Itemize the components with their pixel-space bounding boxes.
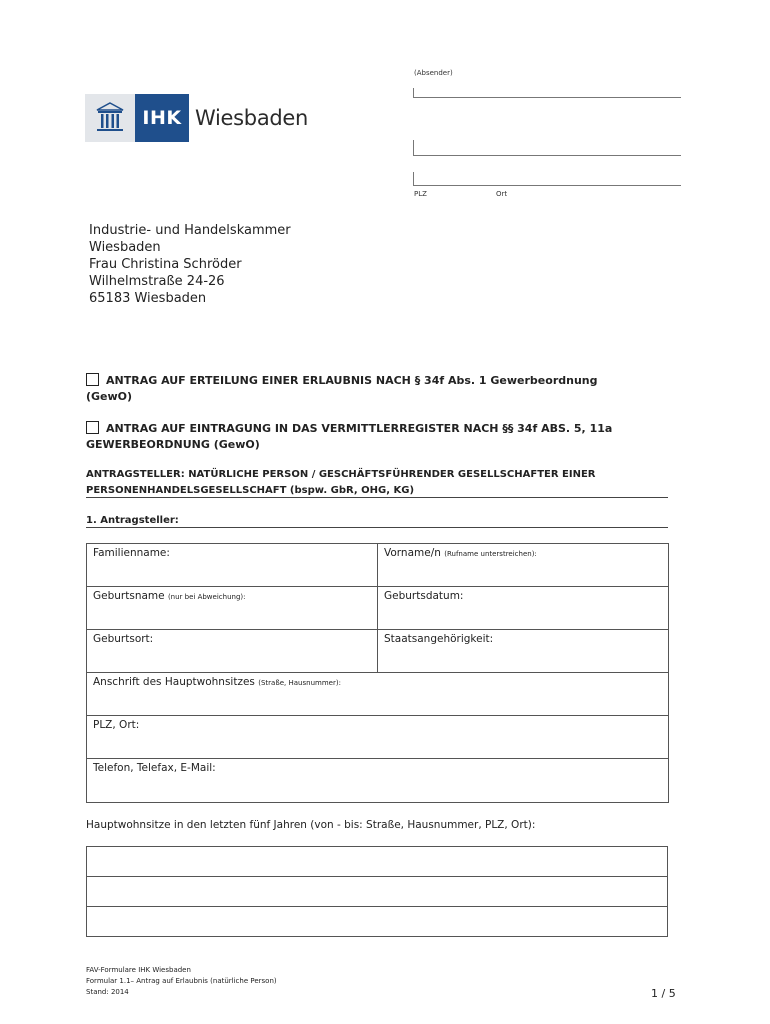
field-anschrift[interactable] bbox=[87, 673, 669, 716]
history-table bbox=[86, 846, 668, 937]
sender-line-1[interactable] bbox=[413, 97, 681, 98]
field-label: Familienname: bbox=[93, 547, 170, 559]
applicant-form-grid bbox=[86, 543, 669, 803]
field-hint: (Straße, Hausnummer): bbox=[258, 679, 341, 687]
application-option-register bbox=[86, 421, 612, 453]
footer bbox=[86, 965, 277, 998]
field-label: Staatsangehörigkeit: bbox=[384, 633, 494, 645]
field-plz-ort[interactable] bbox=[87, 716, 669, 759]
checkbox-erlaubnis[interactable] bbox=[86, 373, 99, 386]
sender-line-3[interactable] bbox=[413, 185, 681, 186]
sender-line-2[interactable] bbox=[413, 155, 681, 156]
history-row[interactable] bbox=[87, 847, 668, 877]
address-line: Frau Christina Schröder bbox=[89, 257, 242, 272]
ort-label: Ort bbox=[496, 190, 508, 198]
history-row[interactable] bbox=[87, 907, 668, 937]
logo-box bbox=[85, 94, 189, 142]
plz-label: PLZ bbox=[414, 190, 427, 198]
field-kontakt[interactable] bbox=[87, 759, 669, 803]
sender-line-3-tick bbox=[413, 172, 414, 186]
checkbox-register[interactable] bbox=[86, 421, 99, 434]
page-number: 1 / 5 bbox=[651, 987, 676, 1000]
divider bbox=[86, 527, 668, 528]
field-staatsangehoerigkeit[interactable] bbox=[378, 630, 669, 673]
field-familienname[interactable] bbox=[87, 544, 378, 587]
field-label: Geburtsdatum: bbox=[384, 590, 464, 602]
applicant-type-line: ANTRAGSTELLER: NATÜRLICHE PERSON / GESCHÄFTSFÜHRENDER GESELLSCHAFTER EINER bbox=[86, 469, 596, 480]
application-option-text: ANTRAG AUF EINTRAGUNG IN DAS VERMITTLERREGISTER NACH §§ 34f ABS. 5, 11a bbox=[106, 422, 613, 435]
footer-line: FAV-Formulare IHK Wiesbaden bbox=[86, 966, 191, 974]
field-label: Vorname/n bbox=[384, 547, 441, 559]
field-label: Telefon, Telefax, E-Mail: bbox=[93, 762, 216, 774]
history-row[interactable] bbox=[87, 877, 668, 907]
field-label: Anschrift des Hauptwohnsitzes bbox=[93, 676, 255, 688]
address-line: 65183 Wiesbaden bbox=[89, 291, 207, 306]
field-hint: (nur bei Abweichung): bbox=[167, 593, 246, 601]
field-hint: (Rufname unterstreichen): bbox=[444, 550, 537, 558]
sender-line-2-tick bbox=[413, 140, 414, 156]
application-option-text: GEWERBEORDNUNG (GewO) bbox=[86, 438, 260, 451]
field-label: PLZ, Ort: bbox=[93, 719, 140, 731]
address-line: Wiesbaden bbox=[89, 240, 161, 255]
application-option-text: ANTRAG AUF ERTEILUNG EINER ERLAUBNIS NACH § 34f Abs. 1 Gewerbeordnung bbox=[106, 374, 598, 387]
field-label: Geburtsname bbox=[93, 590, 165, 602]
footer-line: Formular 1.1– Antrag auf Erlaubnis (natürliche Person) bbox=[86, 977, 277, 985]
divider bbox=[86, 497, 668, 498]
logo-city-text: Wiesbaden bbox=[195, 106, 309, 130]
logo-ihk-text: IHK bbox=[135, 94, 189, 142]
field-vorname[interactable] bbox=[378, 544, 669, 587]
applicant-type-heading bbox=[86, 467, 595, 499]
recipient-address bbox=[89, 222, 291, 307]
history-question: Hauptwohnsitze in den letzten fünf Jahren (von - bis: Straße, Hausnummer, PLZ, Ort): bbox=[86, 819, 536, 831]
building-columns-icon bbox=[85, 94, 135, 142]
ihk-logo bbox=[85, 94, 308, 142]
address-line: Wilhelmstraße 24-26 bbox=[89, 274, 225, 289]
application-option-text: (GewO) bbox=[86, 390, 133, 403]
section-1-title: 1. Antragsteller: bbox=[86, 515, 179, 526]
footer-line: Stand: 2014 bbox=[86, 988, 129, 996]
application-option-erlaubnis bbox=[86, 373, 598, 405]
field-geburtsname[interactable] bbox=[87, 587, 378, 630]
address-line: Industrie- und Handelskammer bbox=[89, 223, 291, 238]
field-geburtsort[interactable] bbox=[87, 630, 378, 673]
sender-label: (Absender) bbox=[414, 69, 453, 77]
field-label: Geburtsort: bbox=[93, 633, 154, 645]
applicant-type-line: PERSONENHANDELSGESELLSCHAFT (bspw. GbR, OHG, KG) bbox=[86, 485, 415, 496]
field-geburtsdatum[interactable] bbox=[378, 587, 669, 630]
